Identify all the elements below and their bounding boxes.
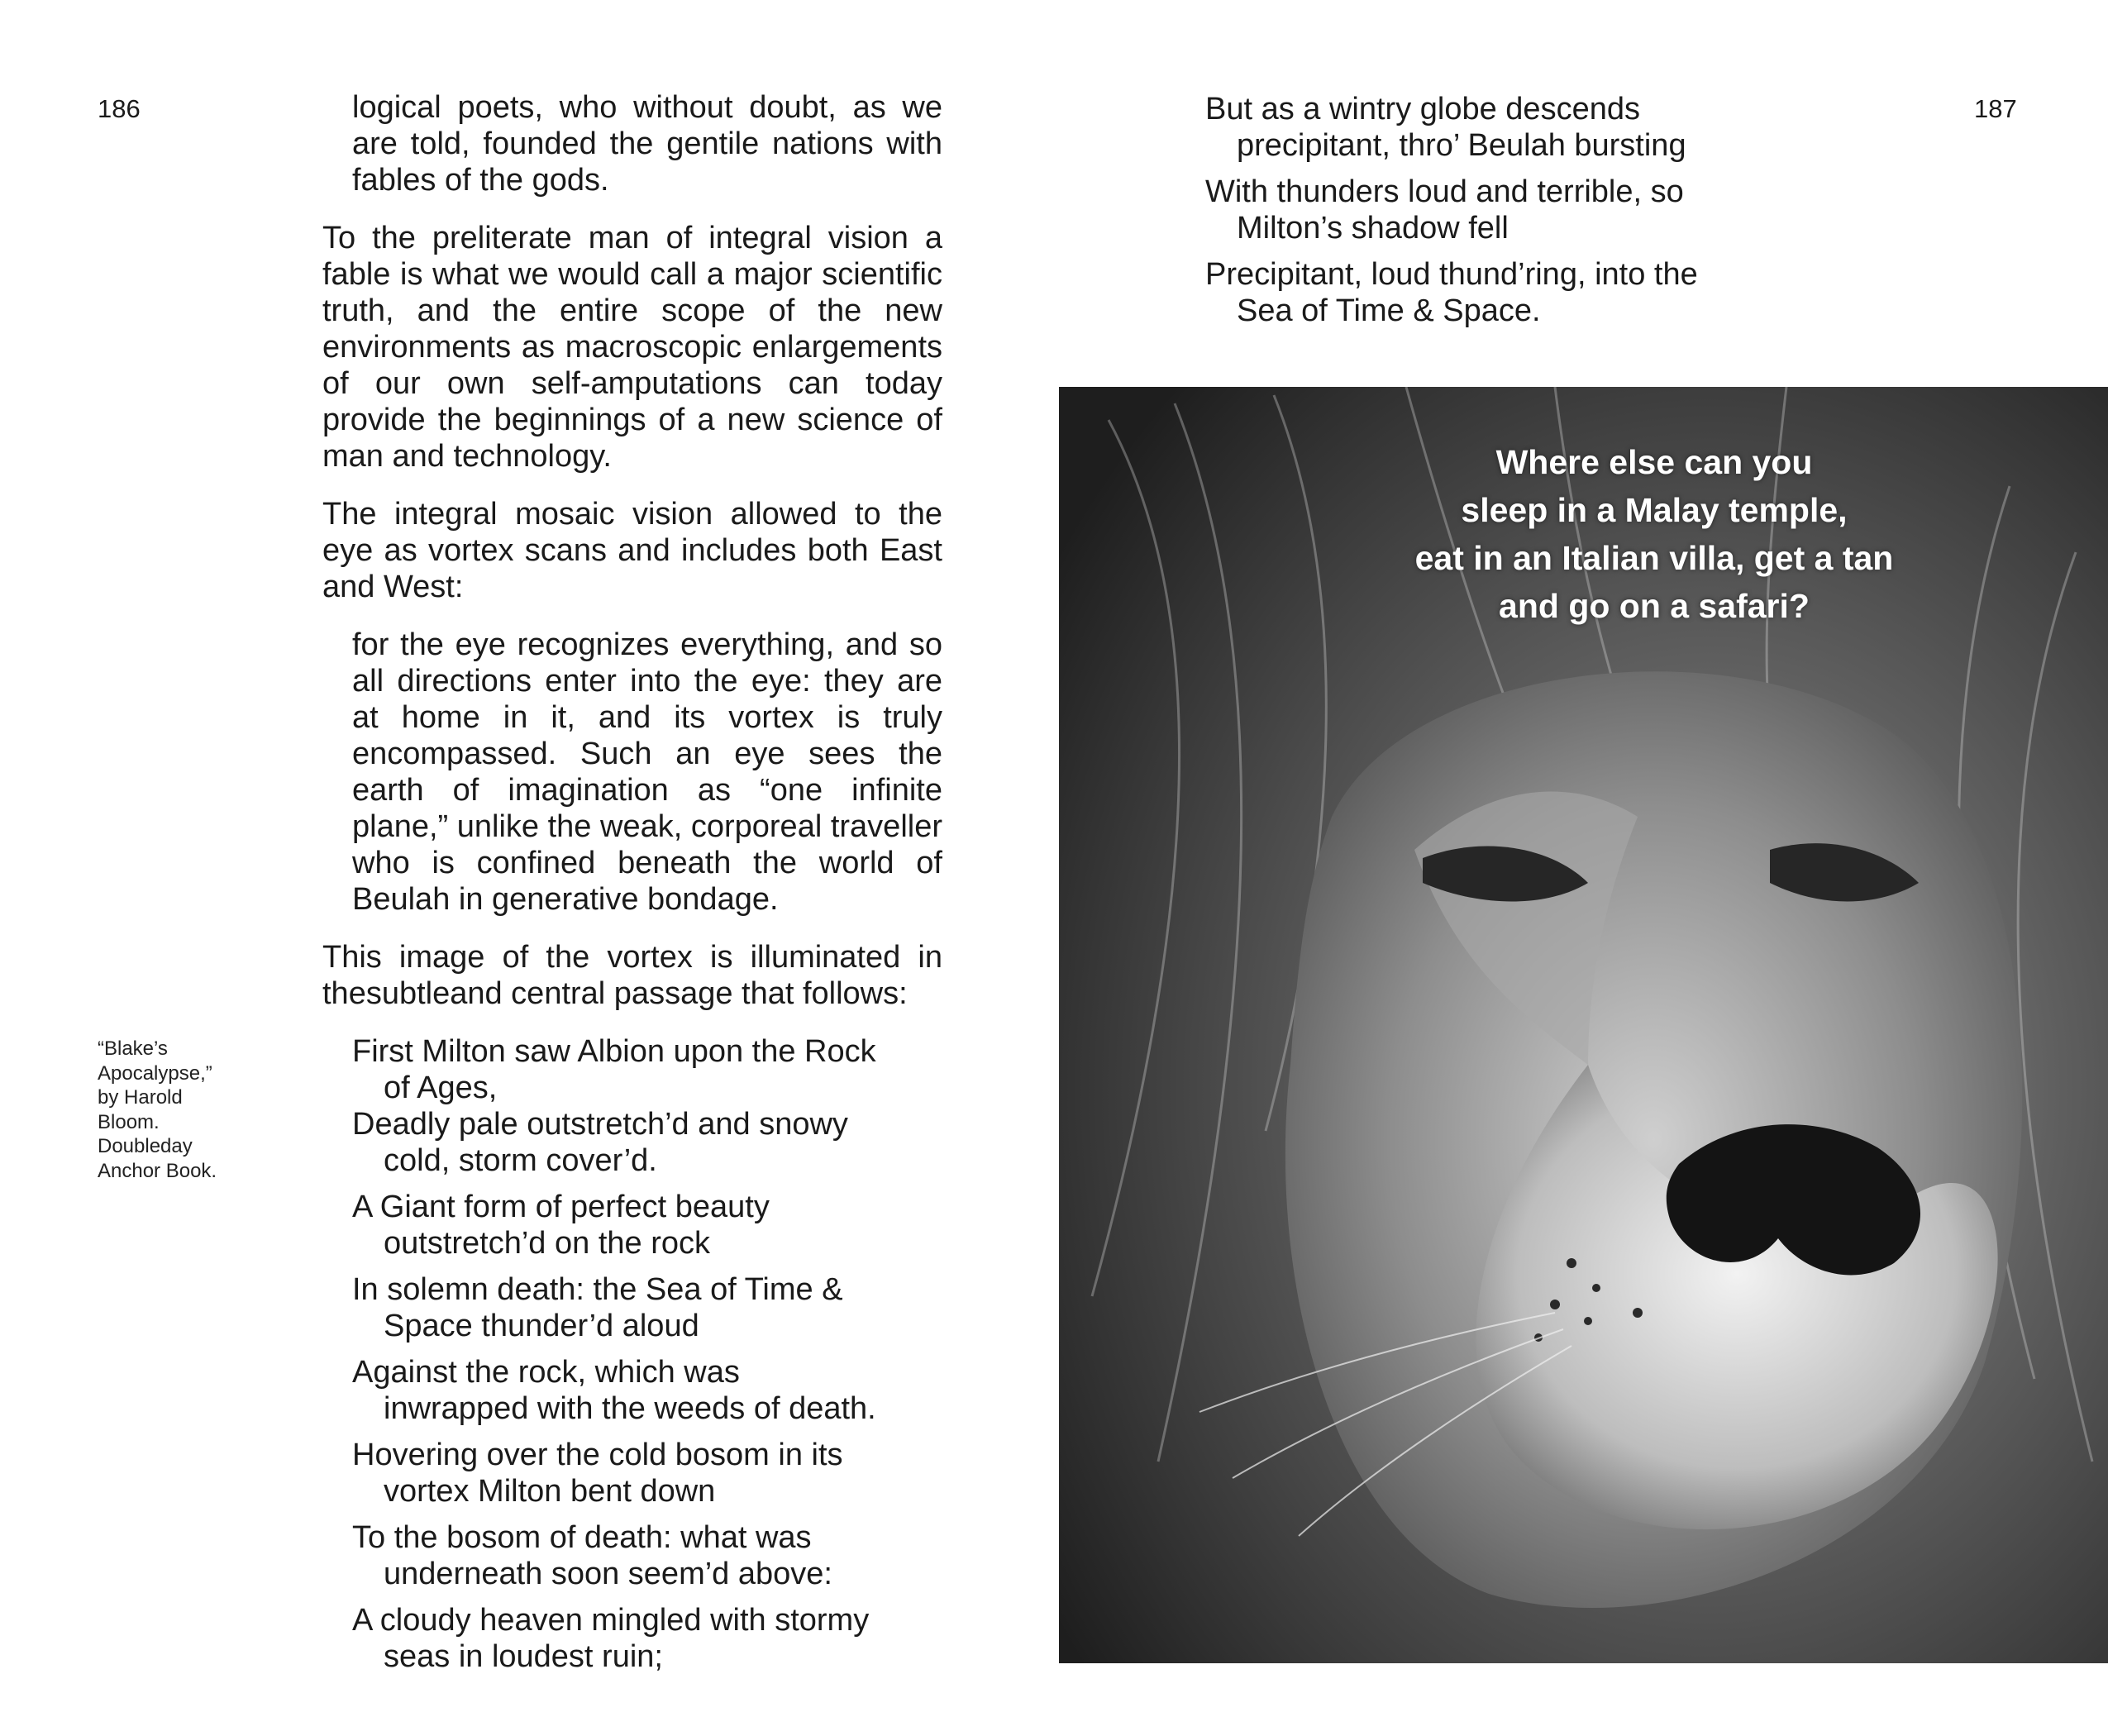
verse-stanza <box>1205 256 1784 329</box>
verse-stanza <box>352 1519 942 1592</box>
verse-line-indented: vortex Milton bent down <box>384 1474 716 1509</box>
lion-photograph <box>1059 387 2108 1663</box>
sidenote-line: “Blake’s <box>98 1037 168 1060</box>
verse-line-indented: Milton’s shadow fell <box>1237 211 1509 246</box>
paragraph-mosaic-vision: The integral mosaic vision allowed to the eye as vortex scans and includes both East and West: <box>322 497 942 604</box>
verse-stanza <box>352 1271 942 1344</box>
verse-line: Deadly pale outstretch’d and snowy <box>352 1107 848 1142</box>
sidenote-line: Doubleday <box>98 1135 193 1157</box>
ad-line: eat in an Italian villa, get a tan <box>1414 539 1894 577</box>
verse-line: But as a wintry globe descends <box>1205 92 1640 126</box>
ad-headline <box>1241 438 2067 630</box>
page-number-right: 187 <box>1974 94 2017 123</box>
verse-stanza <box>352 1602 942 1675</box>
block-quote-eye: for the eye recognizes everything, and so all directions enter into the eye: they are at home in it, and its vortex is truly encompassed. Such an eye sees the earth of imagination as “one infinite plane,” unlike the weak, corporeal traveller who is confined beneath the world of Beulah in generative bondage. <box>352 627 942 917</box>
sidenote-line: Bloom. <box>98 1110 160 1133</box>
paragraph-vortex: This image of the vortex is illuminated in thesubtleand central passage that follows: <box>322 940 942 1011</box>
verse-stanza <box>352 1189 942 1261</box>
ad-line: and go on a safari? <box>1499 587 1810 625</box>
verse-line-indented: seas in loudest ruin; <box>384 1639 663 1674</box>
verse-stanza <box>352 1437 942 1509</box>
paragraph-preliterate: To the preliterate man of integral vision a fable is what we would call a major scientific truth, and the entire scope of the new environments as macroscopic enlargements of our own self-amputations can today provide the beginnings of a new science of man and technology. <box>322 221 942 474</box>
verse-line-indented: precipitant, thro’ Beulah bursting <box>1237 128 1686 163</box>
ad-line: sleep in a Malay temple, <box>1461 491 1848 529</box>
verse-line-indented: underneath soon seem’d above: <box>384 1557 832 1591</box>
verse-line: Against the rock, which was <box>352 1355 740 1390</box>
continued-quote: logical poets, who without doubt, as we are told, founded the gentile nations with fables of the gods. <box>352 90 942 198</box>
verse-line-indented: outstretch’d on the rock <box>384 1226 710 1261</box>
verse-stanza <box>352 1106 942 1179</box>
verse-stanza <box>1205 91 1784 164</box>
sidenote-citation <box>98 1037 271 1183</box>
verse-line-indented: Space thunder’d aloud <box>384 1309 699 1343</box>
verse-line: First Milton saw Albion upon the Rock <box>352 1034 876 1069</box>
verse-stanza <box>352 1033 942 1106</box>
verse-line-indented: cold, storm cover’d. <box>384 1143 657 1178</box>
sidenote-line: Anchor Book. <box>98 1159 217 1182</box>
verse-line: With thunders loud and terrible, so <box>1205 174 1684 209</box>
ad-line: Where else can you <box>1495 443 1813 481</box>
verse-stanza <box>352 1354 942 1427</box>
verse-line-indented: of Ages, <box>384 1071 498 1105</box>
verse-line: To the bosom of death: what was <box>352 1520 812 1555</box>
verse-line: A cloudy heaven mingled with stormy <box>352 1603 870 1638</box>
verse-line-indented: Sea of Time & Space. <box>1237 293 1541 328</box>
sidenote-line: by Harold <box>98 1086 183 1109</box>
verse-stanza <box>1205 174 1784 246</box>
page-number-left: 186 <box>98 94 141 123</box>
sidenote-line: Apocalypse,” <box>98 1061 212 1085</box>
verse-line: A Giant form of perfect beauty <box>352 1190 770 1224</box>
verse-line: Precipitant, loud thund’ring, into the <box>1205 257 1698 292</box>
verse-line-indented: inwrapped with the weeds of death. <box>384 1391 876 1426</box>
right-text-column <box>1205 91 1784 339</box>
verse-line: In solemn death: the Sea of Time & <box>352 1272 843 1307</box>
left-text-column <box>322 89 942 1685</box>
verse-line: Hovering over the cold bosom in its <box>352 1438 843 1472</box>
